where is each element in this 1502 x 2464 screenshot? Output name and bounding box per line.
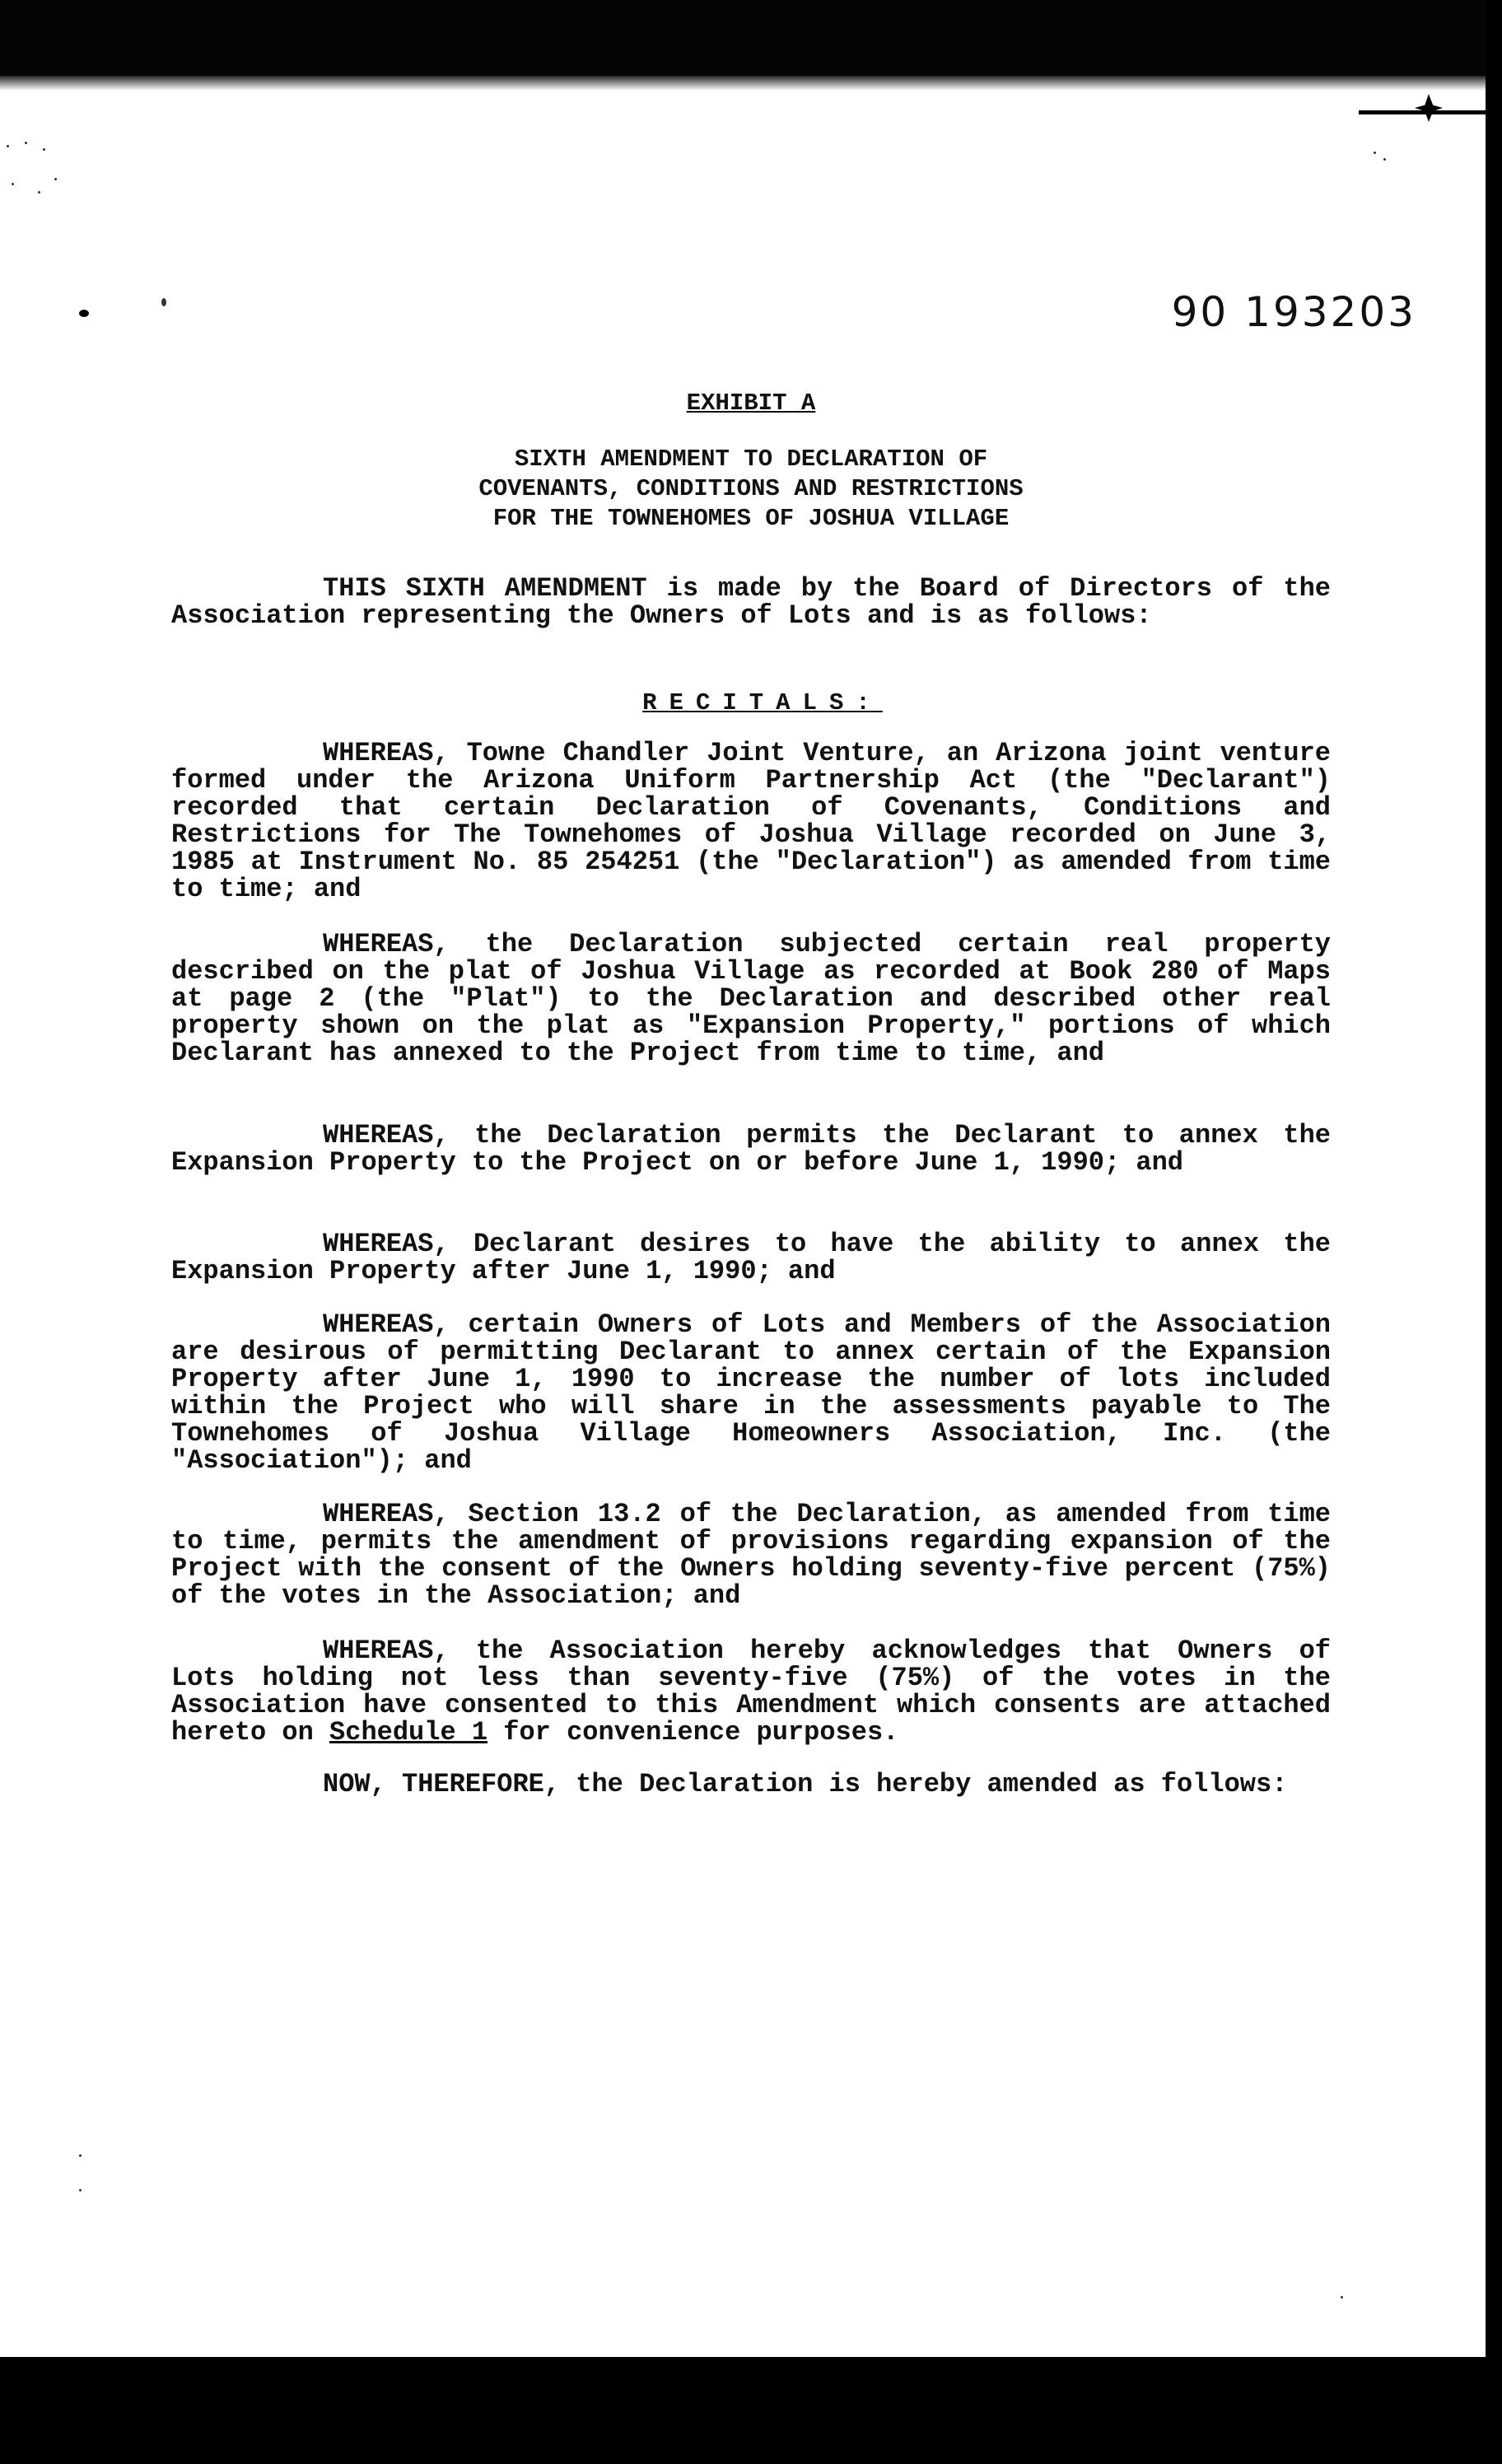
margin-mark-dot xyxy=(79,310,89,317)
scan-speck xyxy=(161,298,166,306)
closing-paragraph: NOW, THEREFORE, the Declaration is hereby amended as follows: xyxy=(323,1769,1288,1799)
title-line: FOR THE TOWNEHOMES OF JOSHUA VILLAGE xyxy=(492,505,1010,532)
scan-speck xyxy=(79,2154,82,2157)
recital-paragraph: WHEREAS, the Declaration subjected certain real property described on the plat of Joshua Village as recorded at Book 280 of Maps at page 2 (the "Plat") to the Declaration and described other real property shown on the plat as "Expansion Property," portions of which Declarant has annexed to the Project from time to time, and xyxy=(171,929,1331,1068)
scan-top-border xyxy=(0,0,1502,76)
scan-speck xyxy=(7,145,9,147)
document-number: 90 193203 xyxy=(1171,288,1416,336)
scan-speck xyxy=(43,148,45,151)
exhibit-label: EXHIBIT A xyxy=(686,390,816,417)
recital-paragraph: WHEREAS, Section 13.2 of the Declaration, as amended from time to time, permits the amendment of provisions regarding expansion of the Project with the consent of the Owners holding seventy-five percent (75%) of the votes in the Association; and xyxy=(171,1499,1331,1611)
recital-paragraph: WHEREAS, Towne Chandler Joint Venture, an Arizona joint venture formed under the Arizona Uniform Partnership Act (the "Declarant") recorded that certain Declaration of Covenants, Conditions and Restrictions for The Townehomes of Joshua Village recorded on June 3, 1985 at Instrument No. 85 254251 (the "Declaration") as amended from time to time; and xyxy=(171,738,1331,904)
scan-speck xyxy=(38,191,40,194)
document-title xyxy=(0,445,1502,534)
recital-text: for convenience purposes. xyxy=(487,1717,899,1748)
recitals-heading: RECITALS: xyxy=(642,689,883,716)
title-line: SIXTH AMENDMENT TO DECLARATION OF xyxy=(514,446,988,473)
scan-speck xyxy=(1341,2296,1343,2298)
intro-paragraph: THIS SIXTH AMENDMENT is made by the Board of Directors of the Association representing the Owners of Lots and is as follows: xyxy=(171,573,1331,631)
schedule-reference: Schedule 1 xyxy=(329,1717,488,1748)
scan-right-border xyxy=(1486,0,1502,2464)
recital-text: WHEREAS, the Association hereby acknowledges that Owners of Lots holding not less than seventy-five (75%) of the votes in the Association have consented to this Amendment which consents are attached hereto on xyxy=(171,1636,1331,1748)
scan-speck xyxy=(1374,152,1376,154)
margin-mark-blot xyxy=(1415,94,1443,122)
scan-speck xyxy=(25,142,27,144)
scan-top-edge xyxy=(0,76,1502,91)
scan-speck xyxy=(1383,158,1386,161)
recital-paragraph xyxy=(171,1637,1331,1746)
scan-speck xyxy=(79,2189,82,2191)
recital-paragraph: WHEREAS, certain Owners of Lots and Members of the Association are desirous of permitting Declarant to annex certain of the Expansion Property after June 1, 1990 to increase the number of lots included within the Project who will share in the assessments payable to The Townehomes of Joshua Village Homeowners Association, Inc. (the "Association"); and xyxy=(171,1309,1331,1476)
scan-speck xyxy=(54,178,57,180)
margin-mark-line xyxy=(1359,110,1486,114)
scan-speck xyxy=(12,183,14,185)
scan-bottom-border xyxy=(0,2357,1502,2464)
recital-paragraph: WHEREAS, the Declaration permits the Declarant to annex the Expansion Property to the Project on or before June 1, 1990; and xyxy=(171,1120,1331,1178)
recital-paragraph: WHEREAS, Declarant desires to have the ability to annex the Expansion Property after June 1, 1990; and xyxy=(171,1229,1331,1286)
title-line: COVENANTS, CONDITIONS AND RESTRICTIONS xyxy=(478,475,1024,502)
